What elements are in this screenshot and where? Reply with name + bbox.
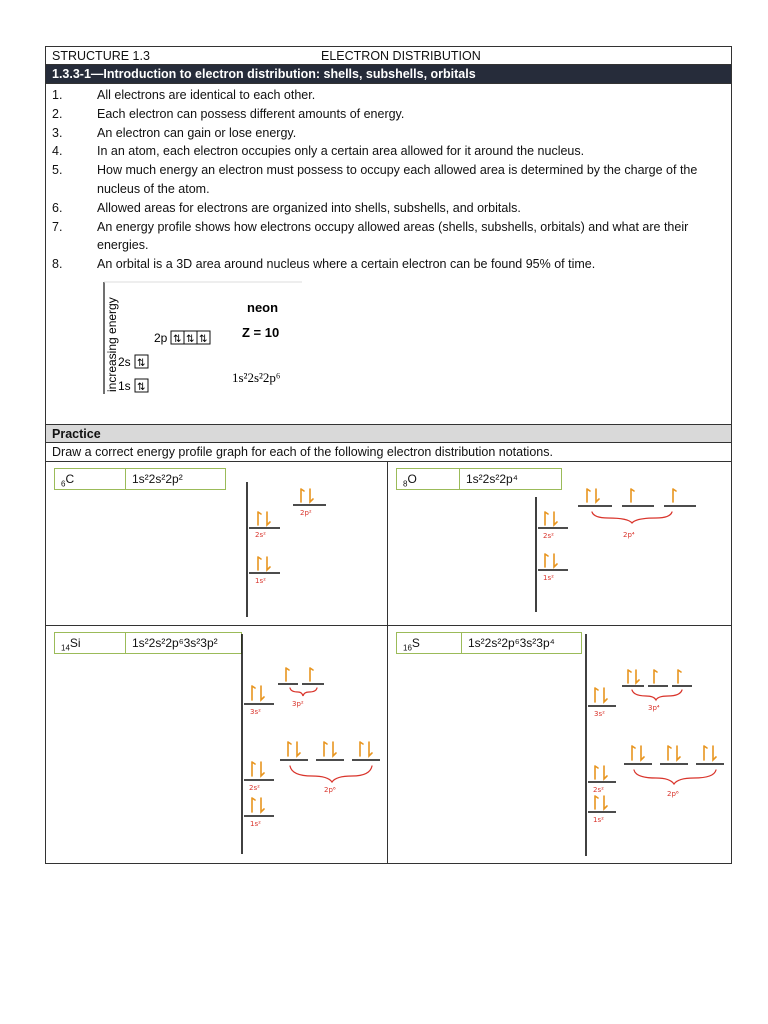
problem-carbon: [46, 462, 388, 626]
list-item: 3. An electron can gain or lose energy.: [52, 125, 297, 140]
svg-text:2p²: 2p²: [300, 508, 312, 517]
oxygen-energy-graph[interactable]: [388, 462, 731, 626]
svg-text:2p⁴: 2p⁴: [623, 530, 635, 539]
svg-text:⇅: ⇅: [186, 333, 195, 345]
svg-text:3p⁴: 3p⁴: [648, 703, 660, 712]
svg-text:⇅: ⇅: [173, 333, 182, 345]
svg-text:1s²: 1s²: [543, 573, 554, 582]
practice-grid: [46, 462, 731, 863]
svg-text:⇅: ⇅: [137, 357, 146, 369]
neon-energy-figure: [52, 274, 725, 424]
problem-sulfur: [388, 626, 731, 863]
svg-text:3p²: 3p²: [292, 699, 304, 708]
practice-title: Practice: [46, 425, 731, 443]
structure-label: STRUCTURE 1.3: [52, 49, 150, 63]
svg-text:2s²: 2s²: [249, 783, 260, 792]
list-item: 7. An energy profile shows how electrons occupy allowed areas (shells, subshells, orbitals) and what are their energies.: [52, 219, 689, 253]
svg-text:1s²: 1s²: [255, 576, 266, 585]
svg-text:2p⁶: 2p⁶: [324, 785, 336, 794]
notation-box: $_{16}$S 1s²2s²2p⁶3s²3p⁴: [396, 632, 582, 654]
atomic-number: Z = 10: [242, 324, 280, 340]
sulfur-energy-graph[interactable]: [388, 626, 731, 863]
problem-silicon: [46, 626, 388, 863]
energy-axis-label: increasing energy: [105, 297, 119, 392]
list-item: 4. In an atom, each electron occupies only a certain area allowed for it around the nucleus.: [52, 144, 585, 159]
list-item: 8. An orbital is a 3D area around nucleus where a certain electron can be found 95% of time.: [52, 257, 596, 272]
element-name: neon: [247, 299, 279, 315]
neon-configuration: 1s²2s²2p⁶: [232, 369, 281, 385]
svg-text:⇅: ⇅: [199, 333, 208, 345]
section-title: 1.3.3-1—Introduction to electron distribution: shells, subshells, orbitals: [46, 65, 731, 84]
list-item: 6. Allowed areas for electrons are organized into shells, subshells, and orbitals.: [52, 200, 521, 215]
svg-text:1s²: 1s²: [250, 819, 261, 828]
svg-text:2s²: 2s²: [543, 531, 554, 540]
silicon-energy-graph[interactable]: [46, 626, 388, 863]
page-title: ELECTRON DISTRIBUTION: [321, 49, 481, 63]
orbital-label-2s: 2s: [118, 354, 131, 369]
orbital-label-2p: 2p: [154, 330, 168, 345]
svg-text:1s²: 1s²: [593, 815, 604, 824]
svg-text:⇅: ⇅: [137, 381, 146, 393]
statement-list: [46, 84, 731, 425]
problem-oxygen: [388, 462, 731, 626]
svg-text:2s²: 2s²: [255, 530, 266, 539]
notation-box: $_{14}$Si 1s²2s²2p⁶3s²3p²: [54, 632, 242, 654]
orbital-boxes-2p: [171, 331, 210, 345]
notation-box: $_8$O 1s²2s²2p⁴: [396, 468, 562, 490]
svg-text:3s²: 3s²: [250, 707, 261, 716]
worksheet: [45, 46, 732, 864]
list-item: 5. How much energy an electron must possess to occupy each allowed area is determined by the charge of the nucleus of the atom.: [52, 163, 698, 196]
svg-text:2s²: 2s²: [593, 785, 604, 794]
neon-energy-diagram: [52, 274, 352, 424]
svg-text:2p⁶: 2p⁶: [667, 789, 679, 798]
header-row: [46, 47, 731, 65]
notation-box: $_6$C 1s²2s²2p²: [54, 468, 226, 490]
list-item: 2. Each electron can possess different amounts of energy.: [52, 106, 405, 121]
orbital-label-1s: 1s: [118, 378, 131, 393]
svg-text:3s²: 3s²: [594, 709, 605, 718]
list-item: 1. All electrons are identical to each other.: [52, 88, 316, 102]
carbon-energy-graph[interactable]: [46, 462, 388, 626]
practice-instruction: Draw a correct energy profile graph for each of the following electron distribution notations.: [46, 443, 731, 462]
